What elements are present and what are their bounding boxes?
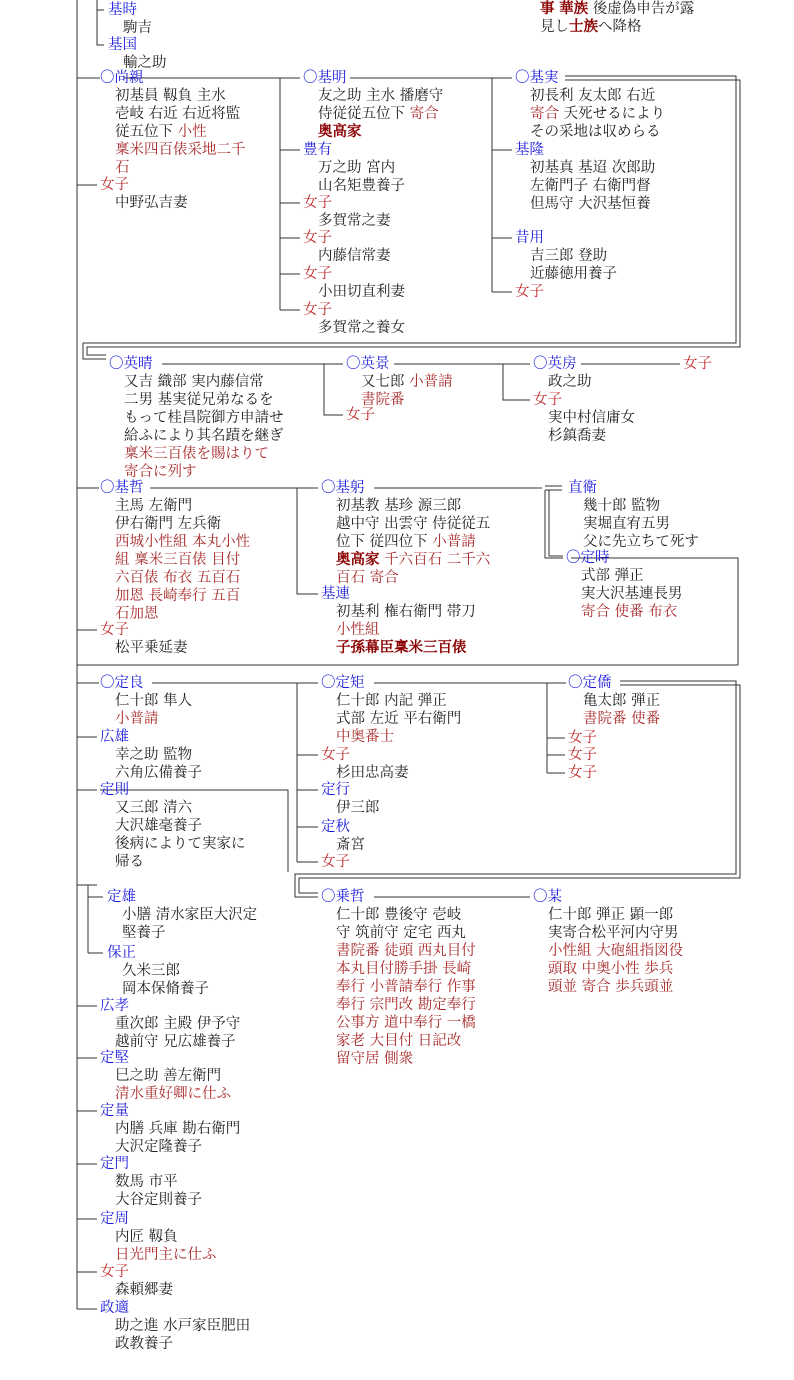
person-detail: 数馬 市平 bbox=[115, 1174, 178, 1190]
shizoku-label: 士族 bbox=[569, 18, 598, 35]
person-name: 〇基哲 bbox=[100, 480, 144, 496]
person-detail: 越中守 出雲守 侍従従五 bbox=[336, 516, 491, 532]
person-detail: 多賀常之妻 bbox=[318, 213, 391, 229]
person-name: 直衛 bbox=[568, 480, 597, 496]
person-detail: 実大沢基連長男 bbox=[581, 586, 683, 602]
person-name: 豊有 bbox=[303, 142, 332, 158]
person-daughter bbox=[100, 621, 188, 657]
person-detail: 式部 弾正 bbox=[581, 568, 644, 584]
person-detail: 仁十郎 豊後守 壱岐 bbox=[336, 907, 462, 923]
person-name: 広雄 bbox=[100, 729, 129, 745]
person-detail: 夭死せるにより bbox=[563, 106, 666, 122]
person-naoe bbox=[568, 479, 699, 551]
person-motomiki bbox=[321, 479, 490, 587]
person-note: 六百俵 布衣 五百石 bbox=[115, 570, 241, 586]
person-detail: 内膳 兵庫 勘右衛門 bbox=[115, 1121, 241, 1137]
person-detail: 久米三郎 bbox=[122, 963, 180, 979]
person-detail: 式部 左近 平右衛門 bbox=[336, 711, 462, 727]
person-detail: 幾十郎 監物 bbox=[583, 498, 661, 514]
person-detail: 壱岐 右近 右近将監 bbox=[115, 106, 241, 122]
person-detail: 又吉 織部 実内藤信常 bbox=[124, 374, 264, 390]
person-motokuni bbox=[108, 36, 167, 72]
person-note: 書院番 bbox=[361, 392, 405, 408]
person-name: 基国 bbox=[108, 37, 137, 53]
person-detail: 駒吉 bbox=[123, 20, 152, 36]
person-daughter bbox=[321, 853, 350, 871]
person-name: 〇定時 bbox=[566, 550, 610, 566]
person-detail: 初基員 靱負 主水 bbox=[115, 88, 226, 104]
person-detail: 実寄合松平河内守男 bbox=[548, 925, 679, 941]
kazoku-label: 華族 bbox=[559, 0, 589, 17]
person-daughter bbox=[303, 194, 391, 230]
person-hidefusa bbox=[533, 355, 592, 391]
person-detail: その采地は収めらる bbox=[530, 124, 661, 140]
person-name: 女子 bbox=[100, 177, 129, 193]
person-note: 小普請 bbox=[115, 711, 159, 727]
person-detail: 主馬 左衛門 bbox=[115, 498, 193, 514]
person-detail: 吉三郎 登助 bbox=[530, 248, 608, 264]
person-note: 稟米四百俵采地二千 bbox=[115, 142, 246, 158]
person-daughter bbox=[568, 746, 597, 764]
person-detail: 松平乗延妻 bbox=[115, 640, 188, 656]
person-yasumasa bbox=[107, 944, 209, 998]
person-detail: 給ふにより其名蹟を継ぎ bbox=[124, 428, 284, 444]
person-detail: 初基利 権右衛門 帯刀 bbox=[336, 604, 476, 620]
person-detail: 伊三郎 bbox=[336, 800, 380, 816]
person-note: 留守居 側衆 bbox=[336, 1051, 414, 1067]
person-title: 子孫幕臣稟米三百俵 bbox=[336, 639, 467, 656]
person-hirotaka bbox=[100, 997, 240, 1051]
person-detail: 二男 基実従兄弟なるを bbox=[124, 392, 274, 408]
note-c: 後虚偽申告が露 bbox=[592, 1, 695, 17]
person-name: 定周 bbox=[100, 1211, 129, 1227]
person-detail: もって桂昌院御方申請せ bbox=[124, 410, 284, 426]
person-detail: 巳之助 善左衛門 bbox=[115, 1068, 222, 1084]
person-name: 女子 bbox=[303, 230, 332, 246]
person-name: 女子 bbox=[321, 747, 350, 763]
person-name: 基連 bbox=[321, 586, 350, 602]
person-note: 清水重好卿に仕ふ bbox=[115, 1086, 231, 1102]
person-name: 〇定僑 bbox=[568, 675, 612, 691]
person-detail: 斎宮 bbox=[336, 837, 365, 853]
person-note: 石加恩 bbox=[115, 606, 159, 622]
person-detail: 帰る bbox=[115, 854, 144, 870]
person-name: 女子 bbox=[568, 765, 597, 781]
person-sadataka bbox=[568, 674, 660, 728]
person-name: 〇乗哲 bbox=[321, 889, 365, 905]
person-note: 西城小性組 本丸小性 bbox=[115, 534, 251, 550]
person-detail: 多賀常之養女 bbox=[318, 320, 405, 336]
person-detail: 内藤信常妻 bbox=[318, 248, 391, 264]
person-detail: 大沢定隆養子 bbox=[115, 1139, 202, 1155]
person-mototaka bbox=[515, 141, 655, 213]
person-motoaki2 bbox=[100, 479, 250, 623]
person-name: 女子 bbox=[321, 854, 350, 870]
person-note: 頭並 寄合 歩兵頭並 bbox=[548, 979, 674, 995]
person-note: 小性組 大砲組指図役 bbox=[548, 943, 684, 959]
person-motomichi bbox=[321, 585, 476, 657]
person-note: 小普請 bbox=[409, 374, 453, 390]
person-detail: 重次郎 主殿 伊予守 bbox=[115, 1016, 241, 1032]
person-daughter bbox=[303, 229, 391, 265]
person-daughter bbox=[303, 301, 405, 337]
person-name: 定門 bbox=[100, 1156, 129, 1172]
person-note: 寄合 bbox=[530, 106, 559, 122]
person-detail: 政教養子 bbox=[115, 1336, 173, 1352]
person-name: 基隆 bbox=[515, 142, 544, 158]
person-detail: 仁十郎 内記 弾正 bbox=[336, 693, 447, 709]
person-noritetsu bbox=[321, 888, 476, 1068]
person-detail: 侍従従五位下 bbox=[318, 106, 405, 122]
person-detail: 左衛門子 右衛門督 bbox=[530, 178, 651, 194]
person-motoaki bbox=[303, 69, 443, 141]
person-name: 女子 bbox=[346, 407, 375, 423]
person-note: 公事方 道中奉行 一橋 bbox=[336, 1015, 476, 1031]
person-note: 日光門主に仕ふ bbox=[115, 1247, 217, 1263]
person-title: 奥高家 bbox=[318, 123, 362, 140]
person-name: 保正 bbox=[107, 945, 136, 961]
person-detail: 従五位下 bbox=[115, 124, 173, 140]
person-name: 定則 bbox=[100, 782, 129, 798]
person-detail: 位下 従四位下 bbox=[336, 534, 428, 550]
person-name: 女子 bbox=[568, 747, 597, 763]
person-note: 書院番 使番 bbox=[583, 711, 661, 727]
person-detail: 初基真 基迢 次郎助 bbox=[530, 160, 656, 176]
person-daughter bbox=[515, 283, 544, 301]
person-daughter-1 bbox=[100, 176, 188, 212]
person-note: 家老 大目付 日記改 bbox=[336, 1033, 462, 1049]
person-detail: 岡本保脩養子 bbox=[122, 981, 209, 997]
person-name: 〇基明 bbox=[303, 70, 347, 86]
person-detail: 大谷定則養子 bbox=[115, 1192, 202, 1208]
person-name: 〇基実 bbox=[515, 70, 559, 86]
person-note: 書院番 徒頭 西丸目付 bbox=[336, 943, 476, 959]
person-daughter bbox=[533, 391, 635, 445]
person-detail: 杉田忠高妻 bbox=[336, 765, 409, 781]
person-note: 千六百石 二千六 bbox=[384, 552, 491, 568]
person-note: 百石 寄合 bbox=[336, 570, 399, 586]
person-name: 定秋 bbox=[321, 819, 350, 835]
person-detail: 政之助 bbox=[548, 374, 592, 390]
person-note: 頭取 中奥小性 歩兵 bbox=[548, 961, 674, 977]
person-detail: 小田切直利妻 bbox=[318, 284, 405, 300]
person-note: 本丸目付勝手掛 長崎 bbox=[336, 961, 472, 977]
person-name: 女子 bbox=[568, 730, 597, 746]
note-a2: 見し bbox=[540, 19, 569, 35]
note-c2: へ降格 bbox=[598, 19, 642, 35]
person-note: 石 bbox=[115, 160, 130, 176]
person-detail: 越前守 兄広雄養子 bbox=[115, 1034, 236, 1050]
person-detail: 近藤徳用養子 bbox=[530, 266, 617, 282]
person-name: 女子 bbox=[515, 284, 544, 300]
person-toyoari bbox=[303, 141, 405, 195]
person-detail: 山名矩豊養子 bbox=[318, 178, 405, 194]
person-daughter bbox=[346, 406, 375, 424]
person-name: 〇英晴 bbox=[109, 356, 153, 372]
person-name: 女子 bbox=[303, 195, 332, 211]
person-name: 定雄 bbox=[107, 889, 136, 905]
person-detail: 初基教 基珍 源三郎 bbox=[336, 498, 462, 514]
person-detail: 小膳 清水家臣大沢定 bbox=[122, 907, 258, 923]
person-detail: 但馬守 大沢基恒養 bbox=[530, 196, 651, 212]
person-sadao bbox=[107, 888, 257, 942]
person-detail: 又三郎 清六 bbox=[115, 800, 193, 816]
person-detail: 杉鎮喬妻 bbox=[548, 428, 606, 444]
person-detail: 中野弘吉妻 bbox=[115, 195, 188, 211]
person-detail: 実堀直宥五男 bbox=[583, 516, 670, 532]
person-name: 〇英景 bbox=[346, 356, 390, 372]
person-name: 女子 bbox=[303, 302, 332, 318]
person-motoshi bbox=[108, 1, 152, 37]
person-detail: 六角広備養子 bbox=[115, 765, 202, 781]
person-name: 広孝 bbox=[100, 998, 129, 1014]
person-naochika bbox=[100, 69, 246, 177]
person-daughter bbox=[568, 764, 597, 782]
person-daughter bbox=[683, 355, 712, 373]
person-note: 寄合に列す bbox=[124, 464, 197, 480]
person-detail: 輸之助 bbox=[123, 55, 167, 71]
person-name: 〇某 bbox=[533, 889, 562, 905]
person-detail: 友之助 主水 播磨守 bbox=[318, 88, 444, 104]
person-daughter bbox=[321, 746, 409, 782]
person-name: 〇英房 bbox=[533, 356, 577, 372]
person-sadanori2 bbox=[321, 674, 461, 746]
person-name: 〇基躬 bbox=[321, 480, 365, 496]
person-detail: 助之進 水戸家臣肥田 bbox=[115, 1318, 251, 1334]
person-name: 女子 bbox=[533, 392, 562, 408]
person-detail: 実中村信庸女 bbox=[548, 410, 635, 426]
person-daughter bbox=[568, 729, 597, 747]
person-detail: 大沢雄毫養子 bbox=[115, 818, 202, 834]
person-note: 小性組 bbox=[336, 622, 380, 638]
person-sadatoki bbox=[566, 549, 683, 621]
person-detail: 又七郎 bbox=[361, 374, 405, 390]
person-name: 定行 bbox=[321, 782, 350, 798]
person-title: 奥高家 bbox=[336, 551, 380, 568]
person-akimochi bbox=[515, 229, 617, 283]
person-name: 政適 bbox=[100, 1300, 129, 1316]
person-note: 組 稟米三百俵 目付 bbox=[115, 552, 241, 568]
person-note: 稟米三百俵を賜はりて bbox=[124, 446, 269, 462]
person-sadachika bbox=[100, 1210, 217, 1264]
person-sadakazu bbox=[100, 1102, 240, 1156]
person-note: 加恩 長崎奉行 五百 bbox=[115, 588, 241, 604]
person-detail: 後病によりて実家に bbox=[115, 836, 246, 852]
person-detail: 初長利 友太郎 右近 bbox=[530, 88, 656, 104]
note-a: 事 bbox=[540, 0, 555, 17]
person-name: 女子 bbox=[303, 266, 332, 282]
person-detail: 幸之助 監物 bbox=[115, 747, 193, 763]
person-sadakado bbox=[100, 1155, 202, 1209]
person-note: 小性 bbox=[177, 124, 207, 140]
person-note: 小普請 bbox=[432, 534, 476, 550]
person-note: 奉行 小普請奉行 作事 bbox=[336, 979, 476, 995]
person-detail: 仁十郎 隼人 bbox=[115, 693, 193, 709]
person-sadakata bbox=[100, 1049, 231, 1103]
person-hidekage bbox=[346, 355, 453, 409]
person-detail: 仁十郎 弾正 顕一郎 bbox=[548, 907, 674, 923]
person-detail: 森頼郷妻 bbox=[115, 1282, 173, 1298]
person-detail: 万之助 宮内 bbox=[318, 160, 396, 176]
person-name: 〇尚親 bbox=[100, 70, 144, 86]
person-name: 女子 bbox=[100, 622, 129, 638]
person-detail: 内匠 靱負 bbox=[115, 1229, 178, 1245]
person-daughter bbox=[100, 1263, 173, 1299]
person-name: 〇定矩 bbox=[321, 675, 365, 691]
person-name: 定量 bbox=[100, 1103, 129, 1119]
person-masamichi bbox=[100, 1299, 250, 1353]
person-name: 〇定良 bbox=[100, 675, 144, 691]
person-sadayoshi bbox=[100, 674, 192, 728]
person-motozane bbox=[515, 69, 665, 141]
person-note: 奉行 宗門改 勘定奉行 bbox=[336, 997, 476, 1013]
person-name: 女子 bbox=[100, 1264, 129, 1280]
person-detail: 亀太郎 弾正 bbox=[583, 693, 661, 709]
person-note: 寄合 bbox=[409, 106, 439, 122]
person-detail: 伊右衛門 左兵衛 bbox=[115, 516, 222, 532]
person-note: 寄合 使番 布衣 bbox=[581, 604, 678, 620]
top-right-note bbox=[540, 0, 694, 36]
person-daughter bbox=[303, 265, 405, 301]
person-name: 昔用 bbox=[515, 230, 544, 246]
person-hirokatsu bbox=[100, 728, 202, 782]
person-sadayuki bbox=[321, 781, 380, 817]
person-name: 基時 bbox=[108, 2, 137, 18]
person-sadanori bbox=[100, 781, 246, 871]
person-hideharu bbox=[109, 355, 284, 481]
person-name: 女子 bbox=[683, 356, 712, 372]
person-sadaaki bbox=[321, 818, 365, 854]
person-nanigashi bbox=[533, 888, 683, 996]
person-detail: 堅養子 bbox=[122, 925, 166, 941]
person-detail: 守 筑前守 定宅 西丸 bbox=[336, 925, 466, 941]
person-note: 中奥番士 bbox=[336, 729, 394, 745]
person-name: 定堅 bbox=[100, 1050, 129, 1066]
person-detail: 父に先立ちて死す bbox=[583, 534, 699, 550]
